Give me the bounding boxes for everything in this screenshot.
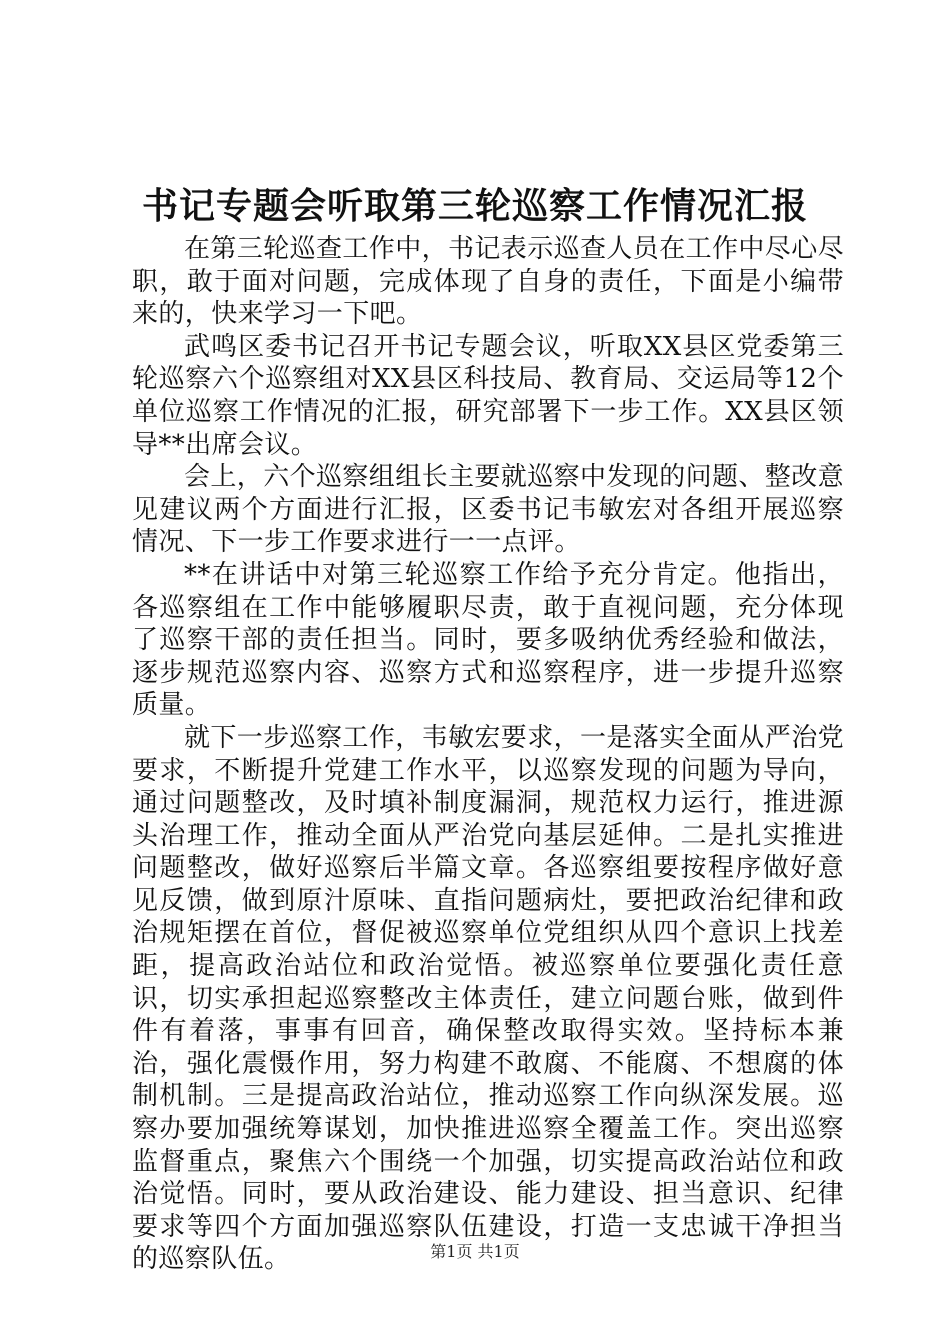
- paragraph-speech: **在讲话中对第三轮巡察工作给予充分肯定。他指出，各巡察组在工作中能够履职尽责，敢于直视问题，充分体现了巡察干部的责任担当。同时，要多吸纳优秀经验和做法，逐步规范巡察内容、巡察方式和巡察程序，进一步提升巡察质量。: [132, 559, 844, 721]
- paragraph-intro: 在第三轮巡查工作中，书记表示巡查人员在工作中尽心尽职，敢于面对问题，完成体现了自身的责任，下面是小编带来的，快来学习一下吧。: [132, 234, 845, 330]
- paragraph-report: 会上，六个巡察组组长主要就巡察中发现的问题、整改意见建议两个方面进行汇报，区委书记韦敏宏对各组开展巡察情况、下一步工作要求进行一一点评。: [132, 462, 845, 558]
- paragraph-requirements: 就下一步巡察工作，韦敏宏要求，一是落实全面从严治党要求，不断提升党建工作水平，以巡察发现的问题为导向，通过问题整改，及时填补制度漏洞，规范权力运行，推进源头治理工作，推动全面从严治党向基层延伸。二是扎实推进问题整改，做好巡察后半篇文章。各巡察组要按程序做好意见反馈，做到原汁原味、直指问题病灶，要把政治纪律和政治规矩摆在首位，督促被巡察单位党组织从四个意识上找差距，提高政治站位和政治觉悟。被巡察单位要强化责任意识，切实承担起巡察整改主体责任，建立问题台账，做到件件有着落，事事有回音，确保整改取得实效。坚持标本兼治，强化震慑作用，努力构建不敢腐、不能腐、不想腐的体制机制。三是提高政治站位，推动巡察工作向纵深发展。巡察办要加强统筹谋划，加快推进巡察全覆盖工作。突出巡察监督重点，聚焦六个围绕一个加强，切实提高政治站位和政治觉悟。同时，要从政治建设、能力建设、担当意识、纪律要求等四个方面加强巡察队伍建设，打造一支忠诚干净担当的巡察队伍。: [132, 722, 845, 1275]
- document-body: [132, 233, 844, 1276]
- paragraph-meeting: 武鸣区委书记召开书记专题会议，听取XX县区党委第三轮巡察六个巡察组对XX县区科技局、教育局、交运局等12个单位巡察工作情况的汇报，研究部署下一步工作。XX县区领导**出席会议。: [132, 331, 844, 460]
- page-number-footer: 第1页 共1页: [430, 1242, 520, 1261]
- document-title: 书记专题会听取第三轮巡察工作情况汇报: [141, 186, 808, 227]
